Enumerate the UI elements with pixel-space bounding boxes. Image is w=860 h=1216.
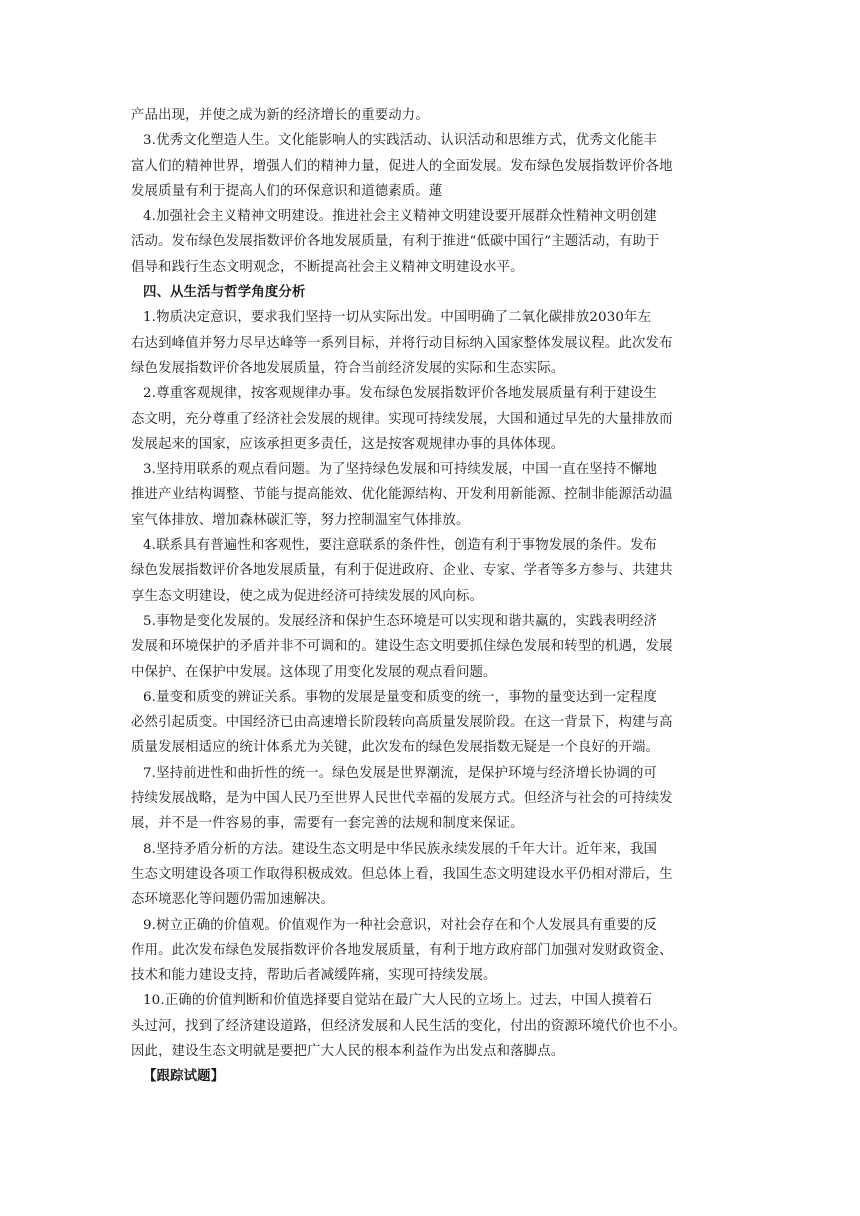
section-heading: 【跟踪试题】	[143, 1068, 225, 1085]
text-line: 2.尊重客观规律，按客观规律办事。发布绿色发展指数评价各地发展质量有利于建设生	[143, 386, 658, 402]
text-line: 右达到峰值并努力尽早达峰等一系列目标，并将行动目标纳入国家整体发展议程。此次发布	[131, 335, 673, 351]
text-line: 倡导和践行生态文明观念，不断提高社会主义精神文明建设水平。	[131, 259, 524, 275]
text-line: 中保护、在保护中发展。这体现了用变化发展的观点看问题。	[131, 664, 497, 680]
document-body	[131, 103, 731, 1090]
text-line: 9.树立正确的价值观。价值观作为一种社会意识，对社会存在和个人发展具有重要的反	[143, 917, 658, 933]
text-line: 头过河，找到了经济建设道路，但经济发展和人民生活的变化，付出的资源环境代价也不小。	[131, 1018, 687, 1034]
text-line: 4.加强社会主义精神文明建设。推进社会主义精神文明建设要开展群众性精神文明创建	[143, 209, 658, 225]
text-line: 作用。此次发布绿色发展指数评价各地发展质量，有利于地方政府部门加强对发财政资金、	[131, 942, 673, 958]
text-line: 展，并不是一件容易的事，需要有一套完善的法规和制度来保证。	[131, 816, 524, 832]
text-line: 态文明，充分尊重了经济社会发展的规律。实现可持续发展，大国和通过早先的大量排放而	[131, 411, 673, 427]
text-line: 享生态文明建设，使之成为促进经济可持续发展的风向标。	[131, 588, 484, 604]
text-line: 绿色发展指数评价各地发展质量，符合当前经济发展的实际和生态实际。	[131, 360, 565, 376]
text-line: 态环境恶化等问题仍需加速解决。	[131, 892, 335, 908]
text-line: 3.优秀文化塑造人生。文化能影响人的实践活动、认识活动和思维方式，优秀文化能丰	[143, 133, 658, 149]
text-line: 发展和环境保护的矛盾并非不可调和的。建设生态文明要抓住绿色发展和转型的机遇，发展	[131, 639, 673, 655]
text-line: 室气体排放、增加森林碳汇等，努力控制温室气体排放。	[131, 512, 470, 528]
text-line: 4.联系具有普遍性和客观性，要注意联系的条件性，创造有利于事物发展的条件。发布	[143, 538, 658, 554]
text-line: 8.坚持矛盾分析的方法。建设生态文明是中华民族永续发展的千年大计。近年来，我国	[143, 841, 658, 857]
section-heading: 四、从生活与哲学角度分析	[143, 284, 306, 301]
text-line: 7.坚持前进性和曲折性的统一。绿色发展是世界潮流，是保护环境与经济增长协调的可	[143, 765, 658, 781]
text-line: 6.量变和质变的辨证关系。事物的发展是量变和质变的统一，事物的量变达到一定程度	[143, 689, 658, 705]
text-line: 活动。发布绿色发展指数评价各地发展质量，有利于推进“低碳中国行”主题活动，有助于	[131, 234, 660, 250]
text-line: 产品出现，并使之成为新的经济增长的重要动力。	[131, 108, 429, 123]
text-line: 发展质量有利于提高人们的环保意识和道德素质。蓮	[131, 183, 443, 199]
text-line: 5.事物是变化发展的。发展经济和保护生态环境是可以实现和谐共赢的，实践表明经济	[143, 613, 658, 629]
text-line: 必然引起质变。中国经济已由高速增长阶段转向高质量发展阶段。在这一背景下，构建与高	[131, 715, 673, 731]
text-line: 1.物质决定意识，要求我们坚持一切从实际出发。中国明确了二氧化碳排放2030年左	[143, 310, 652, 326]
text-line: 生态文明建设各项工作取得积极成效。但总体上看，我国生态文明建设水平仍相对滞后，生	[131, 866, 673, 882]
text-line: 持续发展战略，是为中国人民乃至世界人民世代幸福的发展方式。但经济与社会的可持续发	[131, 791, 673, 807]
text-line: 质量发展相适应的统计体系尤为关键，此次发布的绿色发展指数无疑是一个良好的开端。	[131, 740, 660, 756]
text-line: 因此，建设生态文明就是要把广大人民的根本利益作为出发点和落脚点。	[131, 1043, 565, 1059]
text-line: 推进产业结构调整、节能与提高能效、优化能源结构、开发利用新能源、控制非能源活动温	[131, 487, 673, 503]
text-line: 富人们的精神世界，增强人们的精神力量，促进人的全面发展。发布绿色发展指数评价各地	[131, 158, 673, 174]
text-line: 发展起来的国家，应该承担更多责任，这是按客观规律办事的具体体现。	[131, 436, 565, 452]
text-line: 技术和能力建设支持，帮助后者减缓阵痛，实现可持续发展。	[131, 968, 497, 984]
text-line: 3.坚持用联系的观点看问题。为了坚持绿色发展和可持续发展，中国一直在坚持不懈地	[143, 462, 658, 478]
text-line: 10.正确的价值判断和价值选择要自觉站在最广大人民的立场上。过去，中国人摸着石	[143, 993, 653, 1009]
text-line: 绿色发展指数评价各地发展质量，有利于促进政府、企业、专家、学者等多方参与、共建共	[131, 563, 673, 579]
